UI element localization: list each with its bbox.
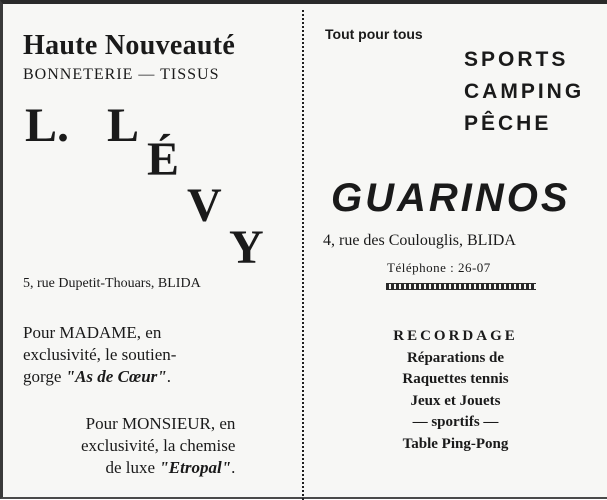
monsieur-line-3-prefix: de luxe: [105, 458, 156, 477]
category-peche: PÊCHE: [464, 112, 552, 135]
monsieur-brand: "Etropal": [159, 458, 232, 477]
guarinos-phone: Téléphone : 26-07: [387, 260, 491, 275]
category-sports: SPORTS: [464, 48, 569, 71]
decorative-rule: [386, 283, 536, 290]
monsieur-line-2: exclusivité, la chemise: [81, 436, 236, 455]
madame-line-3-prefix: gorge: [23, 367, 62, 386]
madame-line-2: exclusivité, le soutien-: [23, 345, 177, 364]
guarinos-tagline: Tout pour tous: [325, 26, 423, 42]
service-line: Réparations de: [406, 349, 505, 366]
service-line: — sportifs —: [412, 414, 499, 430]
services-list: [303, 326, 607, 455]
levy-subtitle: BONNETERIE — TISSUS: [23, 66, 220, 83]
levy-title: Haute Nouveauté: [23, 30, 236, 61]
service-line: Jeux et Jouets: [410, 392, 501, 409]
service-line: Table Ping-Pong: [402, 435, 509, 452]
service-line: Raquettes tennis: [402, 371, 509, 387]
monsieur-line-1: Pour MONSIEUR, en: [85, 414, 236, 433]
name-letter-3: É: [147, 133, 180, 186]
madame-brand: "As de Cœur": [65, 367, 167, 386]
monsieur-line-3: [81, 457, 235, 479]
service-line: RECORDAGE: [393, 328, 518, 344]
name-letter-2: L: [107, 99, 140, 152]
madame-line-1: Pour MADAME, en: [23, 323, 162, 342]
category-camping: CAMPING: [464, 80, 585, 103]
name-letter-5: Y: [229, 221, 264, 274]
shop-name: GUARINOS: [331, 176, 571, 220]
madame-line-3-suffix: .: [166, 367, 171, 386]
madame-line-3: [23, 366, 176, 388]
levy-address: 5, rue Dupetit-Thouars, BLIDA: [23, 276, 201, 291]
name-letter-1: L.: [25, 99, 70, 152]
monsieur-paragraph: [81, 413, 235, 479]
madame-paragraph: [23, 322, 176, 388]
name-letter-4: V: [187, 179, 222, 232]
guarinos-address: 4, rue des Coulouglis, BLIDA: [323, 232, 516, 249]
monsieur-line-3-suffix: .: [231, 458, 236, 477]
